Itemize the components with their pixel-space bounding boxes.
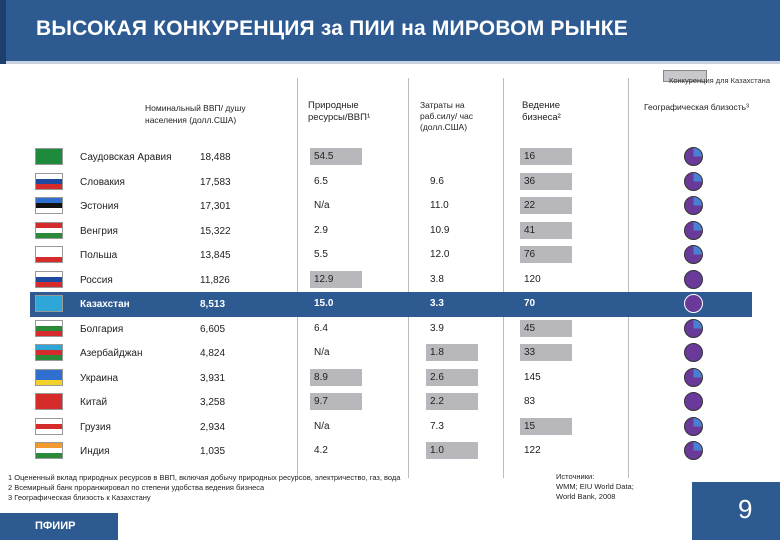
resources-value: 12.9: [310, 271, 362, 288]
country-flag-icon: [35, 344, 63, 361]
resources-value: 5.5: [314, 249, 328, 260]
country-flag-icon: [35, 246, 63, 263]
page-number-box: [692, 482, 780, 540]
country-flag-icon: [35, 197, 63, 214]
labor-cost-value: 2.2: [426, 393, 478, 410]
labor-cost-value: 3.8: [430, 273, 444, 285]
column-header-geo: Географическая близость³: [644, 102, 749, 112]
business-rank-value: 122: [524, 445, 541, 456]
country-name: Словакия: [80, 176, 125, 188]
country-name: Саудовская Аравия: [80, 152, 172, 163]
geo-proximity-pie: [684, 417, 703, 436]
geo-proximity-pie: [684, 172, 703, 191]
footnotes: [8, 473, 400, 503]
labor-cost-value: 3.9: [430, 322, 444, 334]
business-rank-value: 83: [524, 396, 536, 407]
resources-value: 8.9: [310, 369, 362, 386]
gdp-value: 17,583: [200, 176, 231, 188]
table-row: [30, 439, 752, 464]
country-name: Китай: [80, 397, 108, 408]
column-header-business: Ведение бизнеса²: [522, 100, 561, 123]
table-row: [30, 366, 752, 391]
resources-value: N/a: [314, 347, 330, 358]
business-rank-value: 76: [520, 246, 572, 263]
geo-proximity-pie: [684, 392, 703, 411]
country-flag-icon: [35, 393, 63, 410]
org-name: ПФИИР: [35, 520, 76, 532]
geo-proximity-pie: [684, 221, 703, 240]
labor-cost-value: 12.0: [430, 249, 450, 260]
labor-cost-value: 2.6: [426, 369, 478, 386]
country-name: Венгрия: [80, 225, 118, 237]
footnote-3: 3 Географическая близость к Казахстану: [8, 493, 151, 502]
table-row: [30, 292, 752, 317]
labor-cost-value: 10.9: [430, 224, 450, 236]
country-name: Польша: [80, 250, 118, 261]
column-header-gdp: Номинальный ВВП/ душу населения (долл.США): [145, 103, 246, 125]
business-rank-value: 33: [520, 344, 572, 361]
gdp-value: 3,258: [200, 397, 226, 408]
geo-proximity-pie: [684, 270, 703, 289]
gdp-value: 8,513: [200, 299, 226, 310]
country-flag-icon: [35, 148, 63, 165]
labor-cost-value: 3.3: [430, 298, 444, 309]
country-name: Эстония: [80, 201, 119, 212]
table-row: [30, 415, 752, 440]
resources-value: 9.7: [310, 393, 362, 410]
comparison-table: [30, 145, 752, 464]
country-flag-icon: [35, 442, 63, 459]
country-name: Казахстан: [80, 299, 130, 310]
geo-proximity-pie: [684, 368, 703, 387]
header-bar: [0, 0, 780, 64]
table-row: [30, 194, 752, 219]
country-name: Азербайджан: [80, 348, 143, 359]
business-rank-value: 16: [520, 148, 572, 165]
labor-cost-value: 9.6: [430, 175, 444, 187]
business-rank-value: 15: [520, 418, 572, 435]
gdp-value: 4,824: [200, 348, 226, 359]
resources-value: 6.5: [314, 175, 328, 187]
table-row: [30, 390, 752, 415]
geo-proximity-pie: [684, 319, 703, 338]
page-number: 9: [738, 494, 753, 524]
labor-cost-value: 7.3: [430, 420, 444, 432]
geo-proximity-pie: [684, 294, 703, 313]
country-flag-icon: [35, 271, 63, 288]
country-flag-icon: [35, 418, 63, 435]
labor-cost-value: [426, 148, 478, 165]
sources-title: Источники:: [556, 472, 595, 481]
gdp-value: 3,931: [200, 372, 226, 384]
business-rank-value: 145: [524, 371, 541, 383]
business-rank-value: 70: [524, 298, 536, 309]
resources-value: 6.4: [314, 322, 328, 334]
country-name: Грузия: [80, 421, 111, 433]
resources-value: 2.9: [314, 224, 328, 236]
footer-org-bar: [0, 513, 118, 540]
page-title: ВЫСОКАЯ КОНКУРЕНЦИЯ за ПИИ на МИРОВОМ РЫНКЕ: [36, 17, 628, 40]
column-header-resources: Природные ресурсы/ВВП¹: [308, 100, 371, 123]
gdp-value: 13,845: [200, 250, 231, 261]
table-row: [30, 219, 752, 244]
table-row: [30, 317, 752, 342]
business-rank-value: 45: [520, 320, 572, 337]
gdp-value: 6,605: [200, 323, 226, 335]
resources-value: 54.5: [310, 148, 362, 165]
sources-line-1: WMM; EIU World Data;: [556, 482, 634, 491]
sources: [556, 472, 634, 502]
business-rank-value: 120: [524, 273, 541, 285]
table-row: [30, 170, 752, 195]
geo-proximity-pie: [684, 441, 703, 460]
geo-proximity-pie: [684, 196, 703, 215]
table-row: [30, 341, 752, 366]
country-name: Болгария: [80, 323, 124, 335]
labor-cost-value: 1.0: [426, 442, 478, 459]
labor-cost-value: 11.0: [430, 200, 449, 211]
business-rank-value: 36: [520, 173, 572, 190]
business-rank-value: 41: [520, 222, 572, 239]
country-flag-icon: [35, 369, 63, 386]
header-accent: [0, 0, 6, 64]
footnote-1: 1 Оцененный вклад природных ресурсов в ВВП, включая добычу природных ресурсов, электричество, газ, вода: [8, 473, 401, 482]
country-name: Индия: [80, 446, 110, 457]
country-flag-icon: [35, 222, 63, 239]
gdp-value: 11,826: [200, 274, 230, 286]
country-flag-icon: [35, 173, 63, 190]
geo-proximity-pie: [684, 343, 703, 362]
gdp-value: 2,934: [200, 421, 226, 433]
geo-proximity-pie: [684, 147, 703, 166]
resources-value: 4.2: [314, 445, 328, 456]
country-name: Украина: [80, 372, 119, 384]
legend-label: Конкуренция для Казахстана: [668, 76, 770, 85]
resources-value: N/a: [314, 200, 330, 211]
country-flag-icon: [35, 320, 63, 337]
resources-value: 15.0: [314, 298, 334, 309]
geo-proximity-pie: [684, 245, 703, 264]
resources-value: N/a: [314, 420, 330, 432]
footnote-2: 2 Всемирный банк проранжировал по степени удобства ведения бизнеса: [8, 483, 265, 492]
gdp-value: 17,301: [200, 201, 231, 212]
business-rank-value: 22: [520, 197, 572, 214]
country-name: Россия: [80, 274, 113, 286]
country-flag-icon: [35, 295, 63, 312]
gdp-value: 1,035: [200, 446, 226, 457]
table-row: [30, 243, 752, 268]
column-header-labor: Затраты на раб.силу/ час (долл.США): [420, 100, 474, 132]
sources-line-2: World Bank, 2008: [556, 492, 616, 501]
gdp-value: 18,488: [200, 152, 231, 163]
table-row: [30, 268, 752, 293]
gdp-value: 15,322: [200, 225, 231, 237]
table-row: [30, 145, 752, 170]
labor-cost-value: 1.8: [426, 344, 478, 361]
